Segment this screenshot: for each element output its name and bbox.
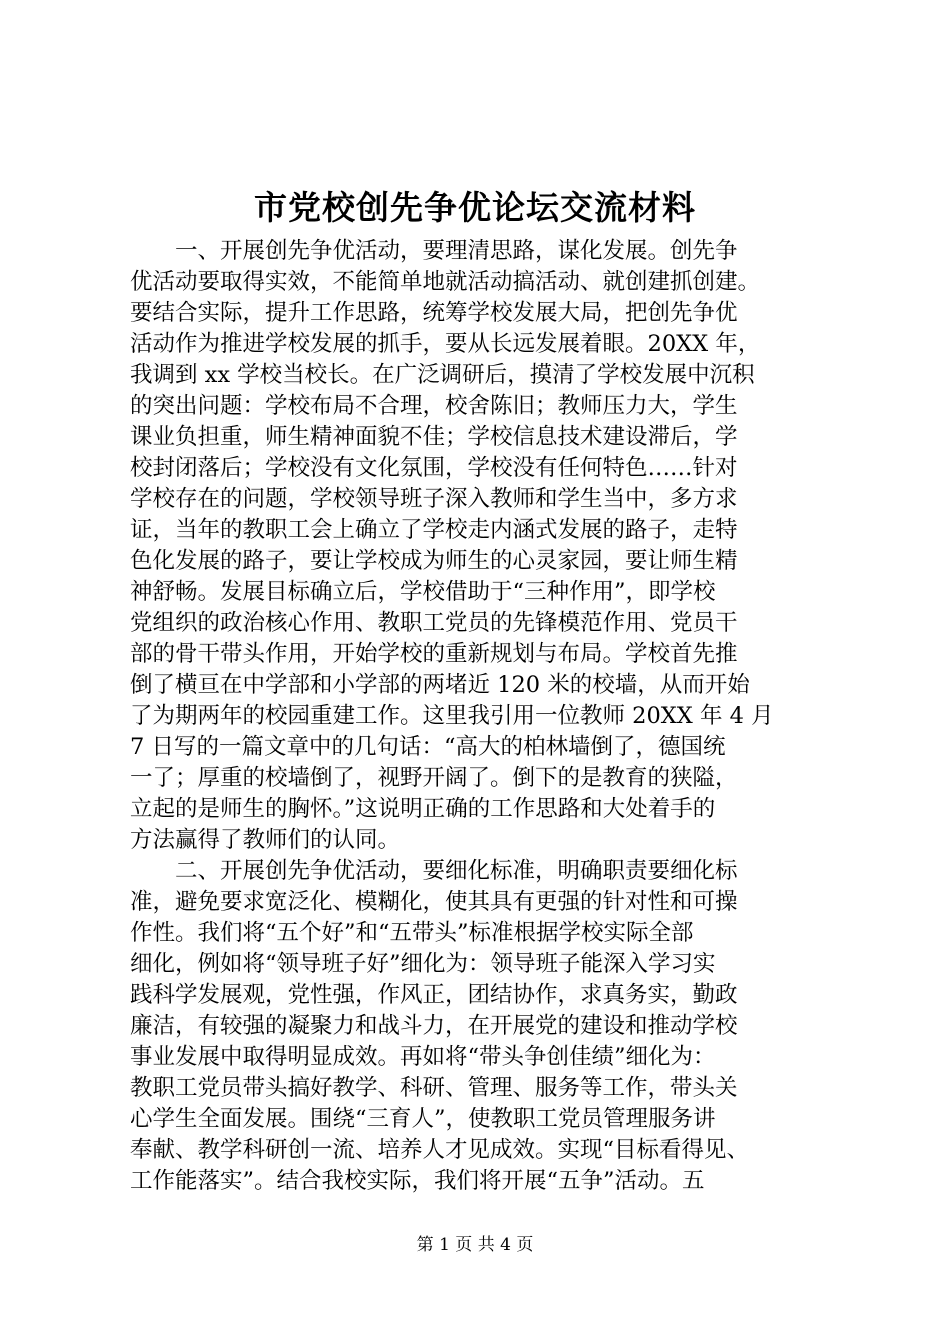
body-line: 工作能落实”。结合我校实际，我们将开展“五争”活动。五 [130,1168,705,1194]
body-line: 7 日写的一篇文章中的几句话：“高大的柏林墙倒了，德国统 [130,734,726,760]
body-line: 一了；厚重的校墙倒了，视野开阔了。倒下的是教育的狭隘， [130,765,738,791]
body-line: 心学生全面发展。围绕“三育人”，使教职工党员管理服务讲 [130,1106,716,1132]
body-line: 一、开展创先争优活动，要理清思路，谋化发展。创先争 [130,238,738,264]
page-number: 第 1 页 共 4 页 [416,1235,534,1255]
body-line: 奉献、教学科研创一流、培养人才见成效。实现“目标看得见、 [130,1137,750,1163]
document-title: 市党校创先争优论坛交流材料 [254,188,696,227]
body-line: 作性。我们将“五个好”和“五带头”标准根据学校实际全部 [130,920,694,946]
body-line: 践科学发展观，党性强，作风正，团结协作，求真务实，勤政 [130,982,738,1008]
body-line: 神舒畅。发展目标确立后，学校借助于“三种作用”，即学校 [130,579,716,605]
body-line: 优活动要取得实效，不能简单地就活动搞活动、就创建抓创建。 [130,269,761,295]
body-line: 细化，例如将“领导班子好”细化为：领导班子能深入学习实 [130,951,716,977]
body-line: 教职工党员带头搞好教学、科研、管理、服务等工作，带头关 [130,1075,738,1101]
body-line: 方法赢得了教师们的认同。 [130,827,401,853]
body-line: 廉洁，有较强的凝聚力和战斗力，在开展党的建设和推动学校 [130,1013,738,1039]
body-line: 的突出问题：学校布局不合理，校舍陈旧；教师压力大，学生 [130,393,738,419]
body-line: 活动作为推进学校发展的抓手，要从长远发展着眼。20XX 年， [130,331,761,357]
body-line: 部的骨干带头作用，开始学校的重新规划与布局。学校首先推 [130,641,738,667]
body-line: 校封闭落后；学校没有文化氛围，学校没有任何特色……针对 [130,455,738,481]
body-line: 我调到 xx 学校当校长。在广泛调研后，摸清了学校发展中沉积 [130,362,755,388]
body-line: 要结合实际，提升工作思路，统筹学校发展大局，把创先争优 [130,300,738,326]
body-line: 课业负担重，师生精神面貌不佳；学校信息技术建设滞后，学 [130,424,738,450]
body-line: 党组织的政治核心作用、教职工党员的先锋模范作用、党员干 [130,610,738,636]
body-line: 色化发展的路子，要让学校成为师生的心灵家园，要让师生精 [130,548,738,574]
body-line: 事业发展中取得明显成效。再如将“带头争创佳绩”细化为： [130,1044,716,1070]
body-line: 证，当年的教职工会上确立了学校走内涵式发展的路子，走特 [130,517,738,543]
body-line: 二、开展创先争优活动，要细化标准，明确职责要细化标 [130,858,738,884]
document-body [130,236,830,1197]
body-line: 倒了横亘在中学部和小学部的两堵近 120 米的校墙，从而开始 [130,672,750,698]
body-line: 了为期两年的校园重建工作。这里我引用一位教师 20XX 年 4 月 [130,703,774,729]
body-line: 立起的是师生的胸怀。”这说明正确的工作思路和大处着手的 [130,796,716,822]
body-line: 准，避免要求宽泛化、模糊化，使其具有更强的针对性和可操 [130,889,738,915]
body-line: 学校存在的问题，学校领导班子深入教师和学生当中，多方求 [130,486,738,512]
